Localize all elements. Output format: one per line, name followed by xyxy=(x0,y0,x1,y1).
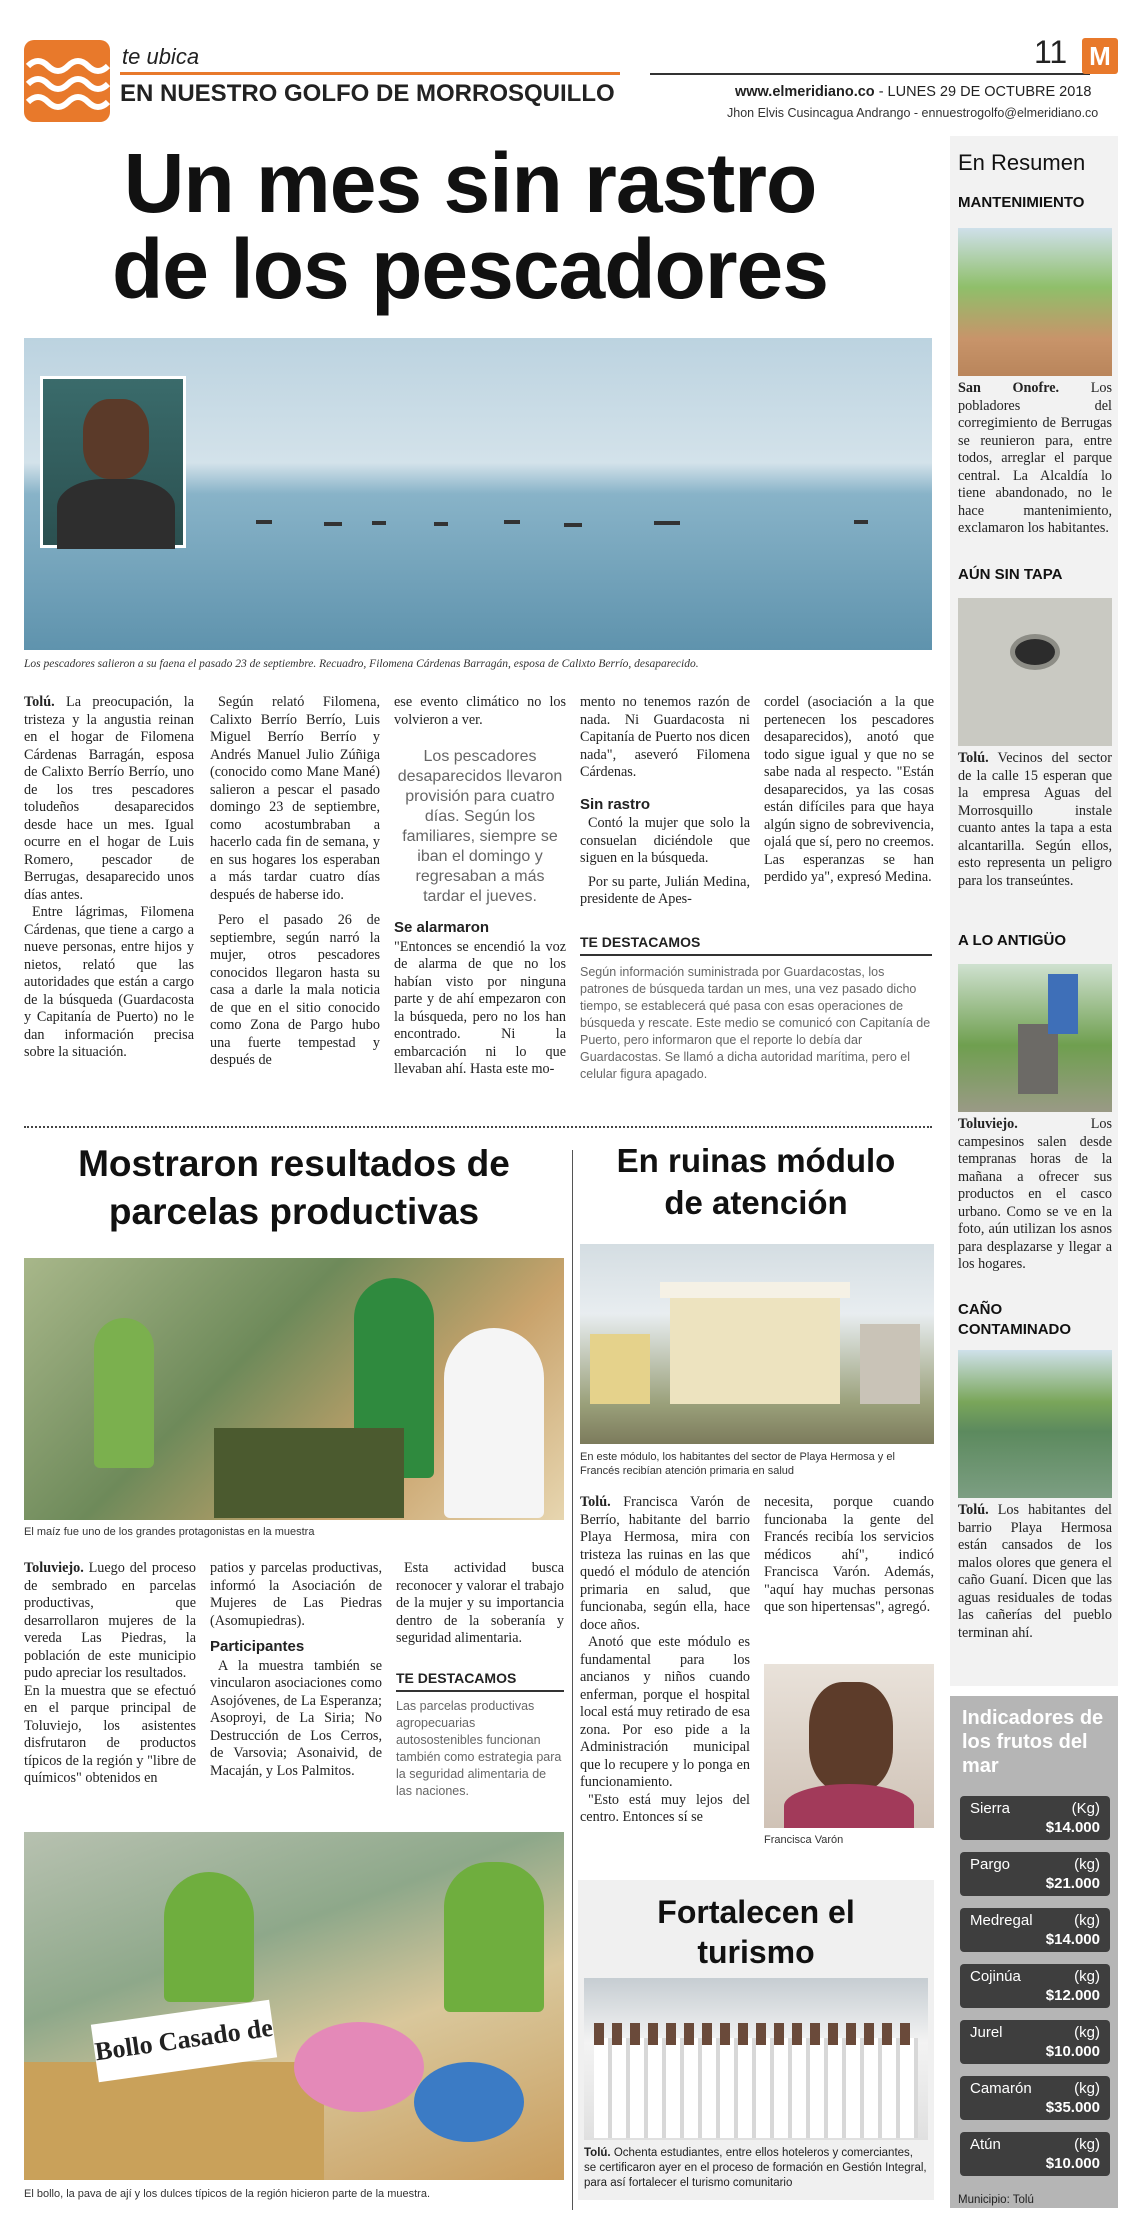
main-col-3 xyxy=(394,694,566,1079)
sidebar-text-3 xyxy=(958,1502,1112,1642)
modulo-photo-caption: En este módulo, los habitantes del sector de Playa Hermosa y el Francés recibían atención primaria en salud xyxy=(580,1451,895,1477)
modulo-col2-text: necesita, porque cuando funcionaba la gente del Francés recibía los servicios médicos ahí", indicó Francisca Varón. Además, "aquí hay muchas personas que son hipertensas", agregó. xyxy=(764,1494,934,1615)
price-row xyxy=(960,2076,1110,2120)
turismo-line2: turismo xyxy=(697,1934,815,1970)
price-row xyxy=(960,1796,1110,1840)
modulo-col-1 xyxy=(580,1494,750,1827)
main-col4c-text: Por su parte, Julián Medina, presidente de Apes- xyxy=(580,873,750,907)
price-value: $35.000 xyxy=(1045,2099,1100,2116)
price-unit: (kg) xyxy=(1074,1968,1100,1985)
sidebar-photo-park xyxy=(958,228,1112,376)
parcelas-col-1 xyxy=(24,1560,196,1788)
parcelas-col3a-text: Esta actividad busca reconocer y valorar el trabajo de la mujer y su importancia dentro de la soberanía y seguridad alimentaria. xyxy=(396,1560,564,1646)
subhead-participantes: Participantes xyxy=(210,1638,305,1655)
price-unit: (kg) xyxy=(1074,1912,1100,1929)
sidebar-head-3: CAÑO CONTAMINADO xyxy=(958,1301,1072,1338)
parcelas-line1: Mostraron resultados de xyxy=(78,1143,510,1184)
section-title: EN NUESTRO GOLFO DE MORROSQUILLO xyxy=(120,80,615,107)
price-value: $12.000 xyxy=(1045,1987,1100,2004)
turismo-line1: Fortalecen el xyxy=(657,1894,855,1930)
parcelas-photo-market xyxy=(24,1258,564,1520)
modulo-dateline: Tolú. xyxy=(580,1494,611,1510)
parcelas-line2: parcelas productivas xyxy=(108,1191,480,1232)
main-col1b-text: Entre lágrimas, Filomena Cárdenas, que tiene a cargo a nueve personas, entre hijos y nietos, relató que las autoridades que están a cargo de la búsqueda (Guardacosta y Capitanía de Puerto) no le dan información precisa sobre la situación. xyxy=(24,904,194,1060)
price-name: Sierra xyxy=(970,1800,1011,1817)
date: - LUNES 29 DE OCTUBRE 2018 xyxy=(874,84,1092,100)
sidebar-dateline-0: San Onofre. xyxy=(958,380,1060,396)
sidebar-photo-cano xyxy=(958,1350,1112,1498)
section-divider xyxy=(24,1126,932,1128)
price-unit: (kg) xyxy=(1074,2136,1100,2153)
price-unit: (kg) xyxy=(1074,2080,1100,2097)
price-unit: (kg) xyxy=(1074,2024,1100,2041)
destacamos-text-parcelas: Las parcelas productivas agropecuarias autosostenibles funcionan también como estrategia para la seguridad alimentaria de las naciones. xyxy=(396,1699,562,1798)
price-value: $21.000 xyxy=(1045,1875,1100,1892)
date-line xyxy=(735,84,1091,100)
subhead-se-alarmaron: Se alarmaron xyxy=(394,919,490,936)
headline-line1: Un mes sin rastro xyxy=(123,136,817,230)
sidebar-head-1: AÚN SIN TAPA xyxy=(958,566,1063,583)
main-col3a-text: ese evento climático no los volvieron a ver. xyxy=(394,694,566,728)
main-photo-caption: Los pescadores salieron a su faena el pasado 23 de septiembre. Recuadro, Filomena Cárdenas Barragán, esposa de Calixto Berrío, desaparecido. xyxy=(24,658,699,670)
modulo-col1-text: Francisca Varón de Berrío, habitante del barrio Playa Hermosa, mira con tristeza las ruinas en las que quedó el módulo de atención primaria en salud, que funcionaba, según ella, hace doce años. xyxy=(580,1494,750,1633)
sidebar-body-0: Los pobladores del corregimiento de Berrugas se reunieron para, entre todos, arreglar el parque central. La Alcaldía lo tiene abandonado, no le hace mantenimiento, exclamaron los habitantes. xyxy=(958,380,1112,536)
sidebar-body-1: Vecinos del sector de la calle 15 esperan que la empresa Aguas del Morrosquillo instale cuanto antes la tapa a esta alcantarilla. Según ellos, esto representa un peligro para los transeúntes. xyxy=(958,750,1112,889)
prices-title: Indicadores de los frutos del mar xyxy=(962,1707,1104,1777)
header-rule xyxy=(120,72,620,75)
parcelas-col-2 xyxy=(210,1560,382,1780)
turismo-caption-text: Ochenta estudiantes, entre ellos hoteleros y comerciantes, se certificaron ayer en el proceso de formación en Gestión Integral, para así fortalecer el turismo comunitario xyxy=(584,2147,927,2189)
main-col-1 xyxy=(24,694,194,1062)
destacamos-rule-main xyxy=(580,954,932,956)
sidebar-head-0: MANTENIMIENTO xyxy=(958,194,1085,211)
turismo-caption xyxy=(584,2146,928,2191)
price-name: Medregal xyxy=(970,1912,1033,1929)
dateline: Tolú. xyxy=(24,694,55,710)
main-col1-text: La preocupación, la tristeza y la angustia reinan en el hogar de Filomena Cárdenas Barragán, esposa de Calixto Berrío Berrío, uno de los tres pescadores toludeños desaparecidos desde hace un mes. Igual ocurre en el hogar de Luis Romero, pescador de Berrugas, desaparecido unos días antes. xyxy=(24,694,194,903)
price-value: $10.000 xyxy=(1045,2043,1100,2060)
turismo-dateline: Tolú. xyxy=(584,2147,611,2159)
main-col-5 xyxy=(764,694,934,887)
main-col3b-text: "Entonces se encendió la voz de alarma de que no los habían visto por ninguna parte y de ahí empezaron con la búsqueda, pero no los han encontrado. Ni la embarcación ni lo que llevaban ahí. Hasta este mo- xyxy=(394,938,566,1077)
modulo-headline xyxy=(578,1140,934,1224)
logo-waves xyxy=(24,40,110,122)
portrait-francisca xyxy=(764,1664,934,1828)
price-row xyxy=(960,1852,1110,1896)
sidebar-photo-donkey xyxy=(958,964,1112,1112)
bollos-photo-caption: El bollo, la pava de ají y los dulces típicos de la región hicieron parte de la muestra. xyxy=(24,2188,431,2200)
sidebar-text-0 xyxy=(958,380,1112,538)
modulo-photo-building xyxy=(580,1244,934,1444)
parcelas-col1-text: Luego del proceso de sembrado en parcelas productivas, que desarrollaron mujeres de la vereda Las Piedras, la población de este municipio pudo apreciar los resultados. xyxy=(24,1560,196,1681)
price-row xyxy=(960,2020,1110,2064)
parcelas-dateline: Toluviejo. xyxy=(24,1560,84,1576)
price-row xyxy=(960,1908,1110,1952)
prices-footer: Municipio: Tolú xyxy=(958,2194,1034,2206)
destacamos-title-main: TE DESTACAMOS xyxy=(580,934,701,950)
price-row xyxy=(960,1964,1110,2008)
price-name: Atún xyxy=(970,2136,1001,2153)
sidebar-title: En Resumen xyxy=(958,150,1086,175)
sidebar-dateline-2: Toluviejo. xyxy=(958,1116,1018,1132)
modulo-col-2 xyxy=(764,1494,934,1617)
price-name: Camarón xyxy=(970,2080,1032,2097)
headline-line2: de los pescadores xyxy=(112,222,828,316)
main-col2-text: Según relató Filomena, Calixto Berrío Berrío, Luis Miguel Berrío Berrío y Andrés Manuel Julio Zúñiga (conocido como Mane Mané) salieron a pescar el pasado domingo 23 de septiembre, como acostumbraban a hacerlo cada fin de semana, y en sus hogares los esperaban a más tardar cuatro días después de haberse ido. xyxy=(210,694,380,903)
price-name: Pargo xyxy=(970,1856,1011,1873)
destacamos-rule-parcelas xyxy=(396,1690,564,1692)
header-right-rule xyxy=(650,73,1090,75)
sidebar-dateline-1: Tolú. xyxy=(958,750,989,766)
modulo-col1b-text: Anotó que este módulo es fundamental para los ancianos y niños cuando enferman, porque el hospital local está muy retirado de esa zona. Por eso pide a la Administración municipal que lo recupere y lo ponga en funcionamiento. xyxy=(580,1634,750,1790)
price-unit: (Kg) xyxy=(1071,1800,1100,1817)
parcelas-headline xyxy=(24,1140,564,1236)
section-kicker: te ubica xyxy=(122,44,200,69)
price-name: Cojinúa xyxy=(970,1968,1021,1985)
main-col4b-text: Contó la mujer que solo la consuelan diciéndole que siguen en la búsqueda. xyxy=(580,815,750,866)
parcelas-photo-bollos xyxy=(24,1832,564,2180)
main-col-2 xyxy=(210,694,380,1070)
price-name: Jurel xyxy=(970,2024,1003,2041)
parcelas-col2a-text: patios y parcelas productivas, informó la Asociación de Mujeres de Las Piedras (Asomupiedras). xyxy=(210,1560,382,1629)
pull-quote: Los pescadores desaparecidos llevaron provisión para cuatro días. Según los familiares, siempre se iban el domingo y regresaban a más tardar el jueves. xyxy=(397,748,563,905)
vertical-divider xyxy=(572,1150,573,2210)
price-row xyxy=(960,2132,1110,2176)
sidebar-body-3: Los habitantes del barrio Playa Hermosa están cansados de los malos olores que genera el caño Guaní. Dicen que las aguas residuales de todas las cañerías del pueblo terminan ahí. xyxy=(958,1502,1112,1641)
sidebar-text-1 xyxy=(958,750,1112,890)
waves-icon xyxy=(24,40,110,122)
price-unit: (kg) xyxy=(1074,1856,1100,1873)
turismo-photo-group xyxy=(584,1978,928,2140)
logo-m: M xyxy=(1082,38,1118,74)
subhead-sin-rastro: Sin rastro xyxy=(580,795,651,813)
price-value: $10.000 xyxy=(1045,2155,1100,2172)
portrait-caption: Francisca Varón xyxy=(764,1834,844,1846)
modulo-line1: En ruinas módulo xyxy=(616,1142,896,1179)
parcelas-col-3 xyxy=(396,1560,564,1648)
price-value: $14.000 xyxy=(1045,1931,1100,1948)
page-number: 11 xyxy=(1034,34,1068,70)
sidebar-dateline-3: Tolú. xyxy=(958,1502,989,1518)
main-col2b-text: Pero el pasado 26 de septiembre, según narró la mujer, otros pescadores conocidos llegaron hasta su casa a darle la mala noticia de que en el sitio conocido como Zona de Pargo hubo una fuerte tempestad y después de xyxy=(210,912,380,1068)
sidebar-head-2: A LO ANTIGÜO xyxy=(958,932,1067,949)
destacamos-title-parcelas: TE DESTACAMOS xyxy=(396,1670,517,1686)
parcelas-col2b-text: A la muestra también se vincularon asociaciones como Asojóvenes, de La Esperanza; Asoproyi, de La Siria; No Destrucción de Los Cerros, de Varsovia; Asonaivid, de Macaján, y Los Palmitos. xyxy=(210,1657,382,1779)
modulo-line2: de atención xyxy=(664,1184,848,1221)
site-url[interactable]: www.elmeridiano.co xyxy=(735,84,875,100)
modulo-col1c-text: "Esto está muy lejos del centro. Entonces sí se xyxy=(580,1791,750,1825)
turismo-headline xyxy=(580,1892,932,1972)
main-headline xyxy=(30,136,910,316)
main-photo-sea xyxy=(24,338,932,650)
inset-portrait-filomena xyxy=(40,376,186,548)
sidebar-text-2 xyxy=(958,1116,1112,1274)
main-col-4 xyxy=(580,694,750,909)
bollo-sign: Bollo Casado de xyxy=(91,2000,277,2082)
main-col4a-text: mento no tenemos razón de nada. Ni Guardacosta ni Capitanía de Puerto nos dicen nada", aseveró Filomena Cárdenas. xyxy=(580,694,750,780)
parcelas-photo-caption: El maíz fue uno de los grandes protagonistas en la muestra xyxy=(24,1526,315,1538)
author-line: Jhon Elvis Cusincagua Andrango - ennuestrogolfo@elmeridiano.co xyxy=(727,106,1099,120)
sidebar-photo-manhole xyxy=(958,598,1112,746)
destacamos-text-main: Según información suministrada por Guardacostas, los patrones de búsqueda tardan un mes, una vez pasado dicho tiempo, se establecerá qué pasa con esas operaciones de búsqueda y rescate. Este medio se comunicó con Capitanía de Puerto, pero informaron que el reporte lo debía dar Guardacostas. Se llamó a dicha autoridad marítima, pero el celular figura apagado. xyxy=(580,965,931,1081)
price-value: $14.000 xyxy=(1045,1819,1100,1836)
parcelas-col1b-text: En la muestra que se efectuó en el parque principal de Toluviejo, los asistentes disfrutaron de productos típicos de la región y "libre de químicos" obtenidos en xyxy=(24,1682,196,1786)
main-col5-text: cordel (asociación a la que pertenecen los pescadores desaparecidos), anotó que todo sigue igual y que no se sabe nada al respecto. "Están desaparecidos, ya las cosas están difíciles para que haya algún signo de sobrevivencia, ojalá que sí, pero no creemos. Las esperanzas se han perdido ya", expresó Medina. xyxy=(764,694,934,885)
sidebar-body-2: Los campesinos salen desde tempranas horas de la mañana a ofrecer sus productos en el casco urbano. Como se ve en la foto, aún utilizan los asnos para desplazarse y llegar a los hogares. xyxy=(958,1116,1112,1272)
